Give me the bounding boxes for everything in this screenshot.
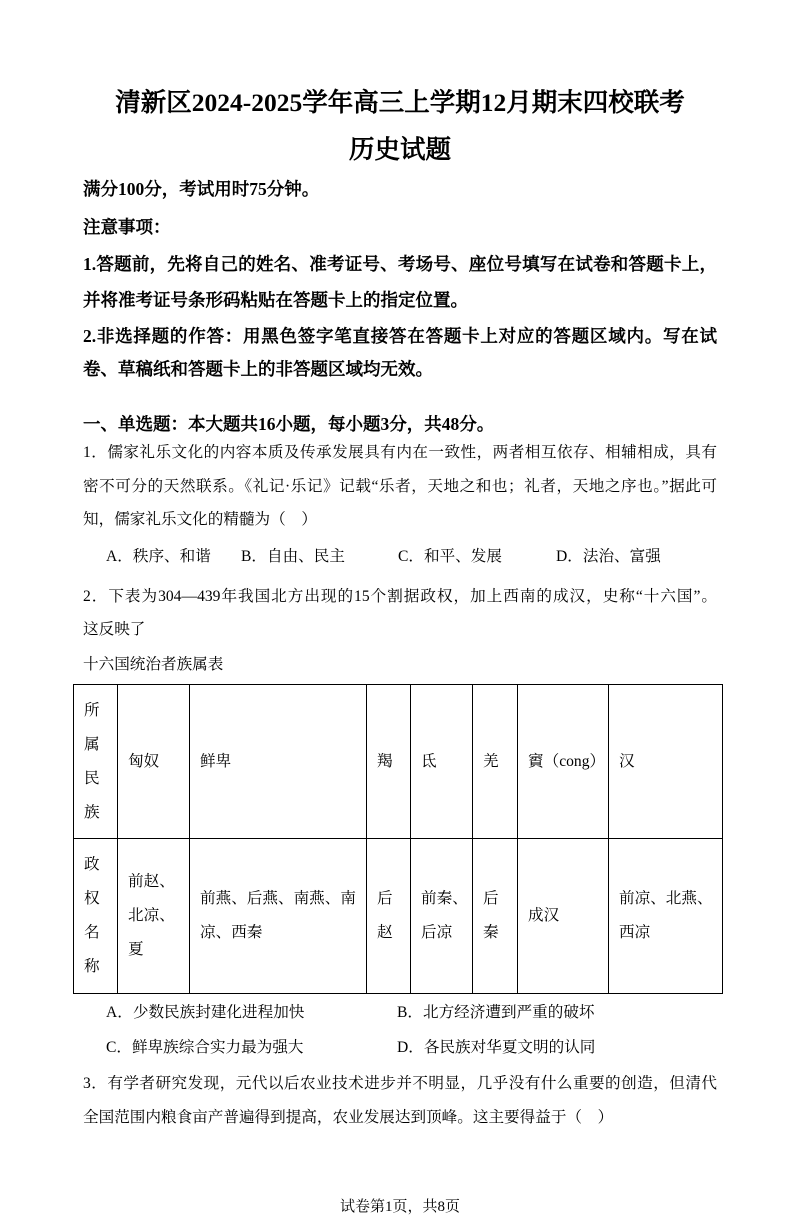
regimes-jie: 后赵 <box>377 890 393 941</box>
notice-line: 并将准考证号条形码粘贴在答题卡上的指定位置。 <box>83 290 468 310</box>
question-2-option-b: B．北方经济遭到严重的破坏 <box>397 1004 595 1021</box>
table-cell <box>118 685 190 839</box>
score-time-info: 满分100分，考试用时75分钟。 <box>83 179 320 199</box>
table-cell <box>473 685 518 839</box>
question-3-stem <box>83 1067 717 1135</box>
ethnic-regime-table <box>73 684 723 994</box>
question-stem-line: 1．儒家礼乐文化的内容本质及传承发展具有内在一致性，两者相互依存、相辅相成，具有 <box>83 444 717 461</box>
table-cell <box>190 839 367 994</box>
table-row-ethnicity <box>74 685 723 839</box>
question-1-stem <box>83 436 717 537</box>
notice-item-1 <box>83 246 717 318</box>
question-1-option-b: B．自由、民主 <box>241 548 345 565</box>
notice-item-2 <box>83 320 717 386</box>
question-stem-line: 密不可分的天然联系。《礼记·乐记》记载“乐者，天地之和也；礼者，天地之序也。”据此可 <box>83 477 717 495</box>
question-1-option-a: A．秩序、和谐 <box>106 548 211 565</box>
regimes-cong: 成汉 <box>528 907 560 924</box>
table-row-regimes <box>74 839 723 994</box>
row-header-ethnicity: 所属民族 <box>84 701 100 821</box>
ethnic-group-xianbei: 鲜卑 <box>200 752 232 770</box>
table-cell <box>473 839 518 994</box>
notice-line: 1.答题前，先将自己的姓名、准考证号、考场号、座位号填写在试卷和答题卡上， <box>83 254 717 274</box>
regimes-di: 前秦、后凉 <box>421 890 468 941</box>
question-2-stem <box>83 580 717 646</box>
table-cell <box>411 839 473 994</box>
table-caption: 十六国统治者族属表 <box>83 656 224 673</box>
ethnic-group-cong: 賨（cong） <box>528 752 606 770</box>
ethnic-group-jie: 羯 <box>377 752 393 770</box>
question-stem-line: 知，儒家礼乐文化的精髓为（ ） <box>83 511 317 528</box>
regimes-xiongnu: 前赵、北凉、夏 <box>128 873 175 958</box>
table-cell <box>609 685 723 839</box>
table-row-header-cell <box>74 685 118 839</box>
ethnic-group-di: 氐 <box>421 752 437 770</box>
ethnic-group-xiongnu: 匈奴 <box>128 752 160 770</box>
ethnic-group-han: 汉 <box>619 752 635 770</box>
regimes-qiang: 后秦 <box>483 890 499 941</box>
question-1-option-c: C．和平、发展 <box>398 548 502 565</box>
table-cell <box>190 685 367 839</box>
notice-line: 2.非选择题的作答：用黑色签字笔直接答在答题卡上对应的答题区域内。写在试 <box>83 326 717 346</box>
regimes-xianbei: 前燕、后燕、南燕、南凉、西秦 <box>200 890 356 941</box>
notice-heading: 注意事项： <box>83 217 171 237</box>
exam-subject-title: 历史试题 <box>348 135 451 164</box>
question-stem-line: 这反映了 <box>83 621 146 638</box>
table-cell <box>518 839 609 994</box>
exam-title: 清新区2024-2025学年高三上学期12月期末四校联考 <box>115 88 685 117</box>
row-header-regime: 政权名称 <box>84 856 100 975</box>
table-cell <box>518 685 609 839</box>
table-cell <box>118 839 190 994</box>
question-stem-line: 全国范围内粮食亩产普遍得到提高，农业发展达到顶峰。这主要得益于（ ） <box>83 1109 614 1126</box>
question-stem-line: 2．下表为304—439年我国北方出现的15个割据政权，加上西南的成汉，史称“十六国”。 <box>83 588 717 605</box>
question-2-option-d: D．各民族对华夏文明的认同 <box>397 1039 596 1056</box>
table-cell <box>367 685 411 839</box>
question-stem-line: 3．有学者研究发现，元代以后农业技术进步并不明显，几乎没有什么重要的创造，但清代 <box>83 1075 717 1092</box>
section-heading: 一、单选题：本大题共16小题，每小题3分，共48分。 <box>83 414 495 434</box>
table-cell <box>411 685 473 839</box>
ethnic-group-qiang: 羌 <box>483 752 499 770</box>
question-1-option-d: D．法治、富强 <box>556 548 661 565</box>
question-2-option-c: C．鲜卑族综合实力最为强大 <box>106 1039 304 1056</box>
notice-line: 卷、草稿纸和答题卡上的非答题区域均无效。 <box>83 359 433 379</box>
page-footer: 试卷第1页，共8页 <box>339 1199 460 1215</box>
table-row-header-cell <box>74 839 118 994</box>
regimes-han: 前凉、北燕、西凉 <box>619 890 713 941</box>
table-cell <box>367 839 411 994</box>
table-cell <box>609 839 723 994</box>
question-2-option-a: A．少数民族封建化进程加快 <box>106 1004 305 1021</box>
